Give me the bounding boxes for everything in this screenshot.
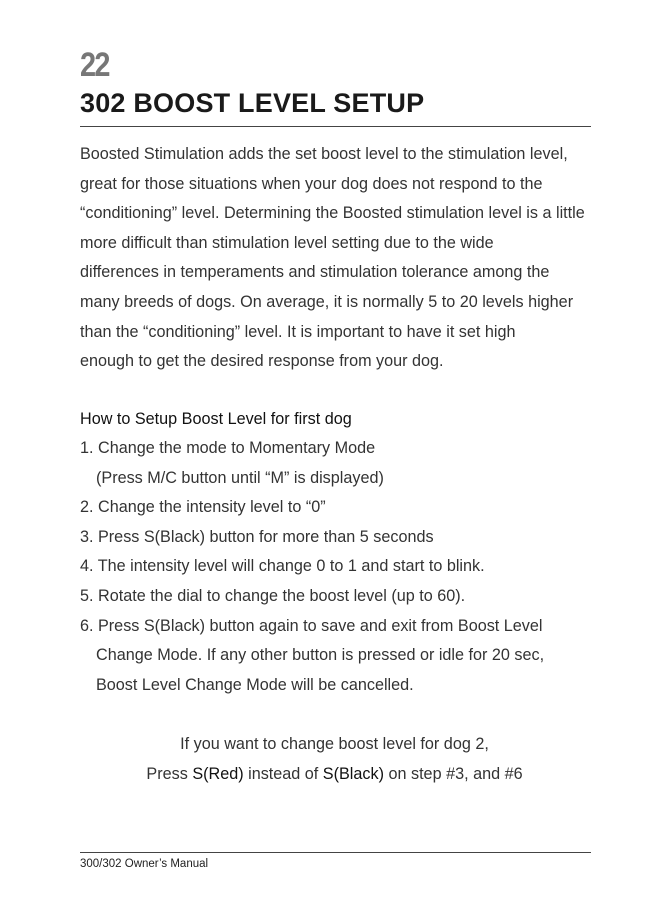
intro-line: differences in temperaments and stimulation tolerance among the	[80, 263, 550, 282]
footer-text: 300/302 Owner’s Manual	[80, 858, 209, 870]
note-text: Press	[146, 764, 193, 783]
step-line: Boost Level Change Mode will be cancelled.	[96, 675, 414, 694]
intro-line: many breeds of dogs. On average, it is normally 5 to 20 levels higher	[80, 292, 574, 311]
step-item	[80, 434, 600, 493]
step-line: 3. Press S(Black) button for more than 5 seconds	[80, 527, 434, 546]
dog2-note	[0, 730, 669, 789]
step-line: 1. Change the mode to Momentary Mode	[80, 439, 376, 457]
intro-line: than the “conditioning” level. It is important to have it set high	[80, 322, 516, 341]
note-text: instead of	[243, 764, 323, 783]
step-line: Change Mode. If any other button is pressed or idle for 20 sec,	[96, 646, 545, 665]
howto-heading: How to Setup Boost Level for first dog	[80, 410, 352, 428]
note-button-red: S(Red)	[192, 764, 244, 783]
intro-line: Boosted Stimulation adds the set boost level to the stimulation level,	[80, 145, 568, 163]
note-line-2	[0, 760, 669, 790]
step-item	[80, 612, 600, 701]
intro-paragraph	[80, 140, 600, 377]
title-divider	[80, 126, 591, 127]
step-line: 2. Change the intensity level to “0”	[80, 498, 326, 517]
page-title: 302 BOOST LEVEL SETUP	[80, 88, 425, 118]
step-line: 5. Rotate the dial to change the boost level (up to 60).	[80, 586, 466, 605]
intro-line: enough to get the desired response from your dog.	[80, 352, 444, 371]
intro-line: “conditioning” level. Determining the Boosted stimulation level is a little	[80, 204, 585, 223]
step-line: 6. Press S(Black) button again to save and exit from Boost Level	[80, 616, 543, 635]
note-button-black: S(Black)	[322, 764, 384, 783]
step-line: (Press M/C button until “M” is displayed)	[96, 468, 384, 487]
steps-list	[80, 434, 600, 700]
step-line: 4. The intensity level will change 0 to 1 and start to blink.	[80, 557, 485, 576]
step-item	[80, 523, 600, 553]
step-item	[80, 582, 600, 612]
step-item	[80, 552, 600, 582]
intro-line: great for those situations when your dog does not respond to the	[80, 174, 543, 193]
intro-line: more difficult than stimulation level setting due to the wide	[80, 233, 494, 252]
note-text: on step #3, and #6	[383, 764, 523, 783]
footer-divider	[80, 852, 591, 853]
note-line-1: If you want to change boost level for dog 2,	[180, 735, 489, 753]
step-item	[80, 493, 600, 523]
page-number: 22	[80, 46, 109, 84]
